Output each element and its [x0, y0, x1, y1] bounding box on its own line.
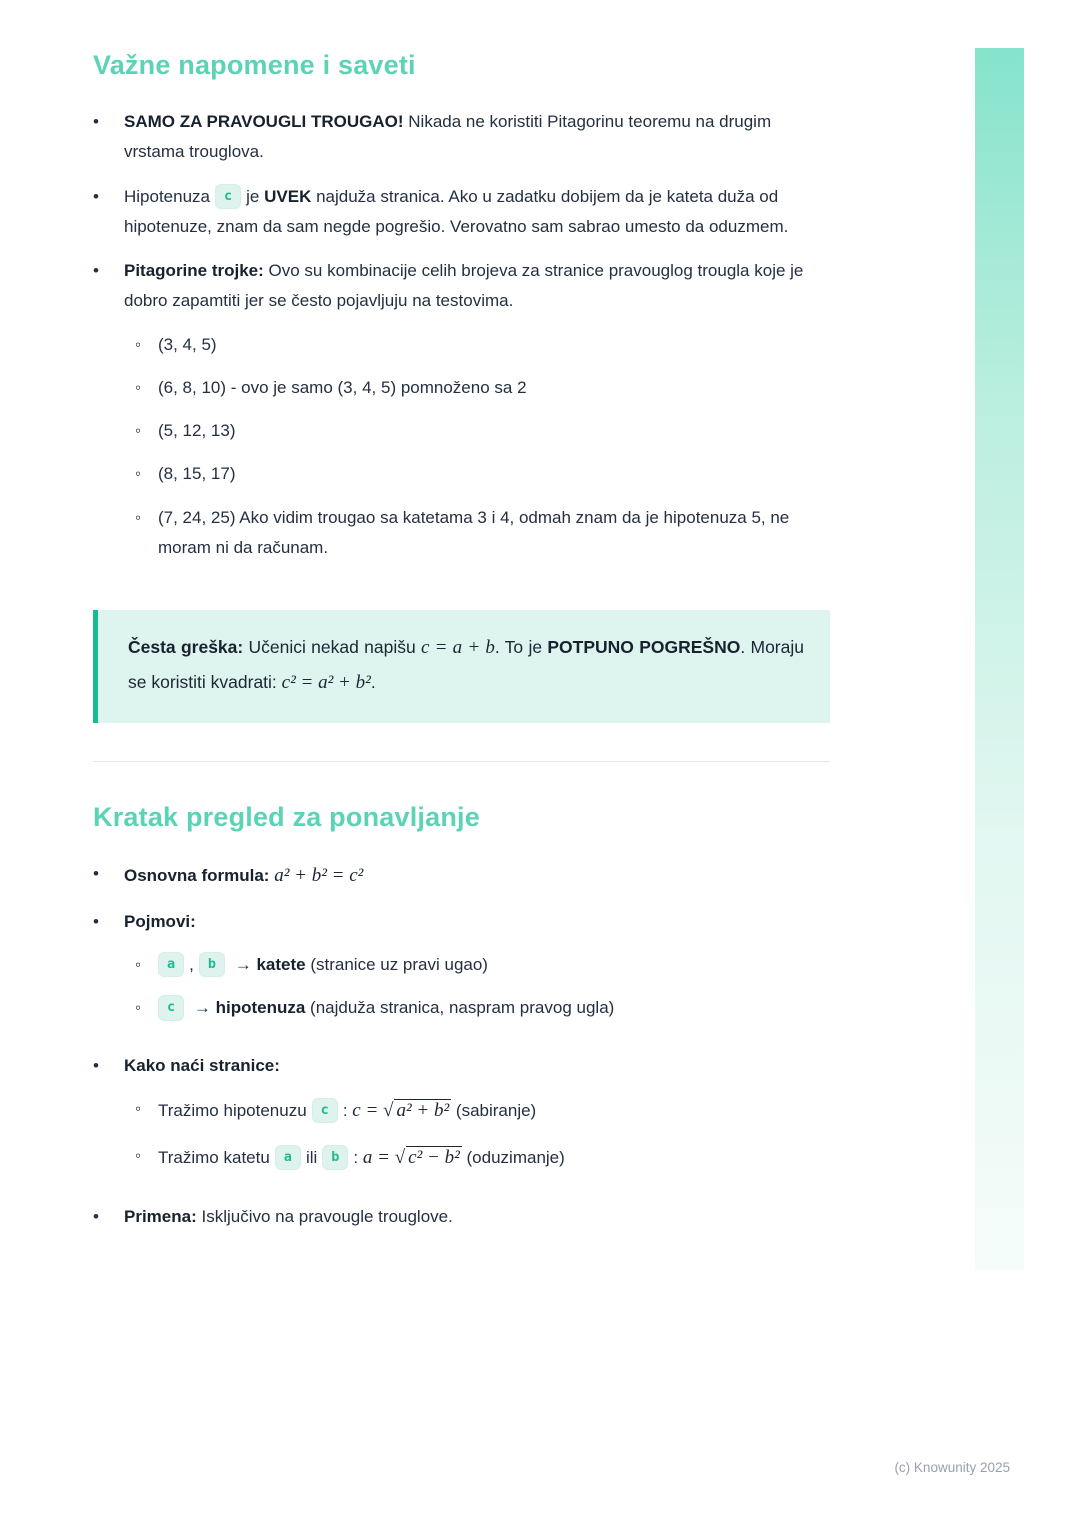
math-expression — [352, 1100, 451, 1121]
note-plain: najduža stranica. Ako u zadatku dobijem da je kateta duža od hipotenuze, znam da sam negde pogrešio. Verovatno sam sabrao umesto da oduzmem. — [124, 186, 789, 236]
triple-item — [135, 459, 830, 489]
review-bold: Pojmovi: — [124, 911, 196, 931]
note-item-pravougli — [93, 107, 830, 168]
code-chip-a: a — [275, 1145, 301, 1170]
pojam-text — [158, 993, 830, 1023]
circle-bullet-icon: ◦ — [135, 421, 142, 440]
kako-plain: Tražimo hipotenuzu — [158, 1100, 307, 1120]
bullet-icon: • — [93, 864, 99, 884]
section-title-napomene: Važne napomene i saveti — [93, 50, 416, 80]
triple-text: (7, 24, 25) Ako vidim trougao sa katetama 3 i 4, odmah znam da je hipotenuza 5, ne moram ni da računam. — [158, 507, 790, 557]
note-plain: Hipotenuza — [124, 186, 211, 206]
pojmovi-sublist — [124, 950, 830, 1024]
code-chip-b: b — [322, 1145, 348, 1170]
review-item-primena — [93, 1202, 830, 1232]
code-chip-c: c — [215, 184, 241, 209]
review-bold: Osnovna formula: — [124, 866, 275, 886]
circle-bullet-icon: ◦ — [135, 507, 142, 527]
pojam-text — [158, 950, 830, 980]
note-text — [124, 256, 830, 576]
bullet-icon: • — [93, 911, 99, 931]
triple-item — [135, 330, 830, 360]
bullet-icon: • — [93, 1206, 99, 1226]
section-title-pregled: Kratak pregled za ponavljanje — [93, 802, 480, 833]
math-expression: c² = a² + b² — [281, 671, 371, 693]
kako-text — [158, 1094, 830, 1128]
pojam-bold: katete — [256, 955, 306, 975]
circle-bullet-icon: ◦ — [135, 377, 142, 397]
kako-plain: (oduzimanje) — [461, 1147, 565, 1167]
circle-bullet-icon: ◦ — [135, 998, 142, 1018]
pojam-plain: (najduža stranica, naspram pravog ugla) — [305, 998, 615, 1018]
review-plain: Isključivo na pravougle trouglove. — [196, 1206, 453, 1226]
section-divider — [93, 761, 830, 762]
code-chip-c: c — [312, 1098, 338, 1123]
code-chip-a: a — [158, 952, 184, 977]
note-text — [124, 182, 830, 243]
triples-list — [124, 330, 830, 564]
kako-plain: ili — [305, 1147, 318, 1167]
triple-text: (6, 8, 10) - ovo je samo (3, 4, 5) pomnoženo sa 2 — [158, 377, 527, 397]
callout-plain: . — [370, 671, 376, 692]
math-lhs: a = — [362, 1146, 395, 1168]
callout-plain: . Moraju se koristiti kvadrati: — [128, 637, 804, 692]
circle-bullet-icon: ◦ — [135, 955, 142, 975]
kako-item-kateta — [135, 1141, 830, 1175]
triple-text: (8, 15, 17) — [158, 464, 236, 484]
note-plain: Ovo su kombinacije celih brojeva za stranice pravouglog trougla koje je dobro zapamtiti jer se često pojavljuju na testovima. — [124, 261, 804, 311]
bullet-icon: • — [93, 261, 99, 280]
note-bold: SAMO ZA PRAVOUGLI TROUGAO! — [124, 112, 404, 131]
radicand: a² + b² — [396, 1099, 450, 1121]
triple-item — [135, 503, 830, 564]
code-chip-c: c — [158, 995, 184, 1020]
triple-item — [135, 373, 830, 403]
pojam-item-hipotenuza — [135, 993, 830, 1023]
kako-plain: (sabiranje) — [451, 1100, 537, 1120]
pojam-bold: hipotenuza — [215, 998, 306, 1018]
kako-plain: : — [353, 1147, 363, 1167]
review-item-pojmovi — [93, 907, 830, 1037]
kako-item-hipotenuza — [135, 1094, 830, 1128]
callout-bold: Česta greška: — [128, 637, 244, 657]
callout-bold: POTPUNO POGREŠNO — [547, 637, 741, 657]
review-text — [124, 859, 830, 893]
arrow-icon: → — [189, 998, 216, 1018]
note-plain: Nikada ne koristiti Pitagorinu teoremu na drugim vrstama trouglova. — [124, 112, 772, 162]
review-bold: Kako naći stranice: — [124, 1055, 280, 1075]
circle-bullet-icon: ◦ — [135, 1145, 142, 1165]
circle-bullet-icon: ◦ — [135, 334, 142, 354]
circle-bullet-icon: ◦ — [135, 1098, 142, 1118]
circle-bullet-icon: ◦ — [135, 464, 142, 484]
triple-text: (3, 4, 5) — [158, 334, 217, 354]
review-text — [124, 907, 830, 1037]
copyright-footer: (c) Knowunity 2025 — [894, 1460, 1010, 1475]
note-text — [124, 107, 830, 168]
review-text — [124, 1202, 830, 1232]
document-content — [93, 50, 830, 1246]
bullet-icon: • — [93, 186, 99, 206]
review-item-formula — [93, 859, 830, 893]
kako-plain: Tražimo katetu — [158, 1147, 270, 1167]
kako-text — [158, 1141, 830, 1175]
pojam-plain: , — [189, 955, 194, 975]
triple-text: (5, 12, 13) — [158, 421, 236, 440]
pojam-plain: (stranice uz pravi ugao) — [305, 955, 488, 975]
radicand: c² − b² — [408, 1146, 460, 1168]
arrow-icon: → — [230, 955, 257, 975]
code-chip-b: b — [199, 952, 225, 977]
note-item-hipotenuza — [93, 182, 830, 243]
callout-plain: Učenici nekad napišu — [243, 637, 422, 657]
callout-plain: . To je — [494, 637, 548, 657]
notes-list — [93, 107, 830, 576]
review-item-kako — [93, 1051, 830, 1188]
bullet-icon: • — [93, 112, 99, 131]
math-expression: c = a + b — [421, 637, 495, 658]
radical-sign: √ — [383, 1099, 394, 1121]
kako-plain: : — [342, 1100, 353, 1120]
warning-callout — [93, 610, 830, 723]
radical-sign: √ — [394, 1146, 406, 1168]
review-bold: Primena: — [124, 1206, 197, 1226]
math-expression — [363, 1147, 462, 1168]
decorative-gradient-bar — [975, 48, 1024, 1270]
note-bold: UVEK — [264, 186, 312, 206]
review-list — [93, 859, 830, 1232]
note-item-trojke — [93, 256, 830, 576]
note-bold: Pitagorine trojke: — [124, 261, 264, 280]
math-lhs: c = — [352, 1099, 384, 1121]
note-plain: je — [246, 186, 265, 206]
bullet-icon: • — [93, 1055, 99, 1075]
pojam-item-katete — [135, 950, 830, 980]
triple-item — [135, 416, 830, 446]
kako-sublist — [124, 1094, 830, 1175]
math-expression: a² + b² = c² — [274, 865, 364, 887]
review-text — [124, 1051, 830, 1188]
